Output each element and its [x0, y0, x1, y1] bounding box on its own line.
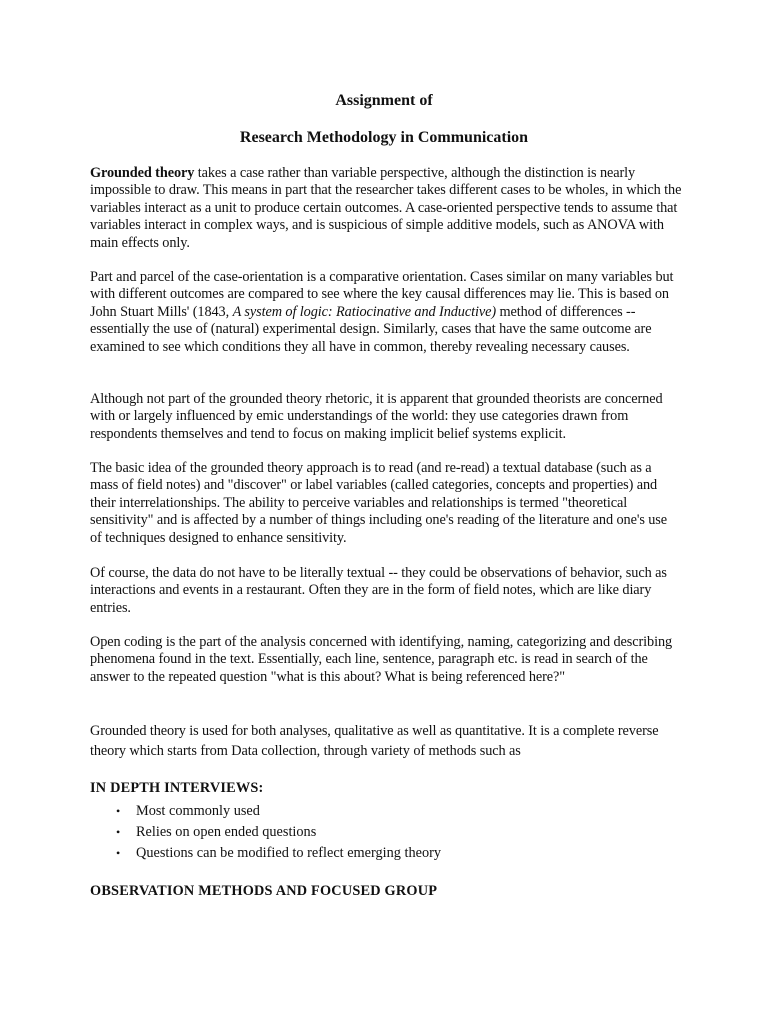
document-title-line-2: Research Methodology in Communication [239, 129, 529, 146]
section-heading-in-depth-interviews: IN DEPTH INTERVIEWS: [90, 780, 264, 796]
paragraph-text-before: Part and parcel of the case-orientation is a comparative orientation. Cases similar on many variables but with different outcomes are compared to see where the key causal differences may lie. This is based on John Stuart Mills' (1843, [90, 269, 674, 320]
paragraph-basic-idea: The basic idea of the grounded theory approach is to read (and re-read) a textual database (such as a mass of field notes) and "discover" or label variables (called categories, concepts and properties) and their interrelationships. The ability to perceive variables and relationships is termed "theoretical sensitivity" and is affected by a number of things including one's reading of the literature and one's use of techniques designed to enhance sensitivity. [90, 460, 668, 546]
list-item-text: Questions can be modified to reflect emerging theory [136, 845, 442, 861]
bullet-icon: • [116, 846, 121, 860]
list-item-text: Most commonly used [136, 803, 260, 819]
paragraph-text: takes a case rather than variable perspective, although the distinction is nearly impossible to draw. This means in part that the researcher takes different cases to be wholes, in which the variables interact as a unit to produce certain outcomes. A case-oriented perspective tends to assume that variables interact in complex ways, and is suspicious of simple additive models, such as ANOVA with main effects only. [90, 165, 682, 251]
paragraph-data-textual: Of course, the data do not have to be literally textual -- they could be observations of behavior, such as interactions and events in a restaurant. Often they are in the form of field notes, which are like diary entries. [90, 565, 667, 616]
paragraph-grounded-theory [90, 165, 682, 252]
bullet-icon: • [116, 825, 121, 839]
list-item [90, 822, 441, 843]
bullet-icon: • [116, 804, 121, 818]
paragraph-analyses: Grounded theory is used for both analyses, qualitative as well as quantitative. It is a complete reverse theory which starts from Data collection, through variety of methods such as [90, 723, 659, 759]
list-item [90, 843, 441, 864]
paragraph-text-after: method of differences -- essentially the use of (natural) experimental design. Similarly, cases that have the same outcome are examined to see which conditions they all have in common, thereby revealing necessary causes. [90, 303, 652, 355]
list-item [90, 801, 441, 822]
paragraph-case-orientation [90, 269, 682, 356]
paragraph-open-coding: Open coding is the part of the analysis concerned with identifying, naming, categorizing and describing phenomena found in the text. Essentially, each line, sentence, paragraph etc. is read in search of the answer to the repeated question "what is this about? What is being referenced here?" [90, 634, 673, 685]
paragraph-italic-citation: A system of logic: Ratiocinative and Inductive) [232, 303, 496, 320]
bullet-list [90, 801, 441, 864]
paragraph-bold-lead: Grounded theory [90, 165, 195, 181]
document-title-line-1: Assignment of [335, 92, 433, 109]
paragraph-emic-understandings: Although not part of the grounded theory rhetoric, it is apparent that grounded theorists are concerned with or largely influenced by emic understandings of the world: they use categories drawn from respondents themselves and tend to focus on making implicit belief systems explicit. [90, 391, 663, 442]
list-item-text: Relies on open ended questions [136, 824, 317, 840]
section-heading-observation-methods: OBSERVATION METHODS AND FOCUSED GROUP [90, 883, 438, 899]
